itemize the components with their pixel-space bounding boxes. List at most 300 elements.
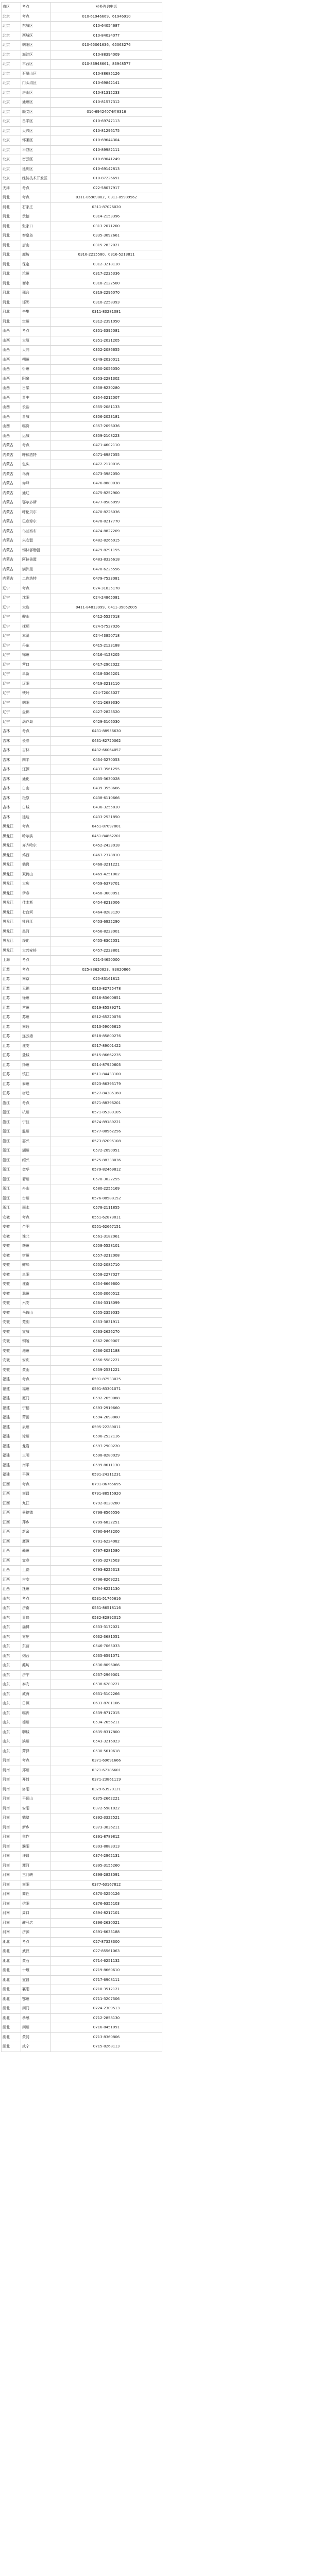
cell-site: 扬州 bbox=[21, 1060, 51, 1070]
cell-phone: 0597-2900220 bbox=[51, 1442, 162, 1451]
cell-phone: 0519-85589271 bbox=[51, 1003, 162, 1013]
cell-site: 西城区 bbox=[21, 31, 51, 41]
header-row bbox=[2, 3, 162, 12]
table-row bbox=[2, 289, 162, 298]
cell-phone: 0593-2919660 bbox=[51, 1403, 162, 1413]
cell-site: 孝感 bbox=[21, 2013, 51, 2023]
table-row bbox=[2, 1318, 162, 1328]
cell-site: 盘锦 bbox=[21, 708, 51, 718]
cell-province: 安徽 bbox=[2, 1356, 21, 1366]
cell-phone: 0471-6987055 bbox=[51, 450, 162, 460]
cell-site: 莆田 bbox=[21, 1413, 51, 1423]
cell-province: 河南 bbox=[2, 1756, 21, 1766]
cell-province: 江苏 bbox=[2, 1013, 21, 1023]
table-row bbox=[2, 374, 162, 384]
cell-province: 辽宁 bbox=[2, 641, 21, 651]
cell-phone: 0392-3322521 bbox=[51, 1814, 162, 1823]
cell-phone: 0791-86765695 bbox=[51, 1480, 162, 1489]
cell-site: 鹤壁 bbox=[21, 1814, 51, 1823]
cell-site: 盐城 bbox=[21, 1051, 51, 1061]
cell-phone: 0566-2021188 bbox=[51, 1346, 162, 1356]
table-row bbox=[2, 384, 162, 394]
cell-site: 吉林 bbox=[21, 746, 51, 756]
cell-province: 江西 bbox=[2, 1480, 21, 1489]
cell-phone: 0558-5528101 bbox=[51, 1242, 162, 1251]
cell-site: 温州 bbox=[21, 1127, 51, 1137]
cell-phone: 0591-87533025 bbox=[51, 1375, 162, 1385]
cell-phone: 0701-6224082 bbox=[51, 1537, 162, 1547]
table-row bbox=[2, 126, 162, 136]
cell-site: 合肥 bbox=[21, 1223, 51, 1232]
cell-province: 浙江 bbox=[2, 1098, 21, 1108]
table-row bbox=[2, 1651, 162, 1661]
table-row bbox=[2, 527, 162, 536]
cell-site: 东城区 bbox=[21, 22, 51, 31]
cell-province: 吉林 bbox=[2, 774, 21, 784]
cell-site: 杭州 bbox=[21, 1108, 51, 1118]
cell-province: 山东 bbox=[2, 1613, 21, 1623]
cell-province: 内蒙古 bbox=[2, 536, 21, 546]
cell-province: 山东 bbox=[2, 1718, 21, 1728]
cell-phone: 0315-2832021 bbox=[51, 241, 162, 250]
table-row bbox=[2, 555, 162, 565]
cell-site: 晋城 bbox=[21, 412, 51, 422]
cell-site: 新乡 bbox=[21, 1823, 51, 1833]
table-row bbox=[2, 641, 162, 651]
table-row bbox=[2, 774, 162, 784]
cell-phone: 0476-8880038 bbox=[51, 479, 162, 489]
cell-province: 湖北 bbox=[2, 1966, 21, 1976]
cell-province: 安徽 bbox=[2, 1280, 21, 1290]
cell-province: 河南 bbox=[2, 1909, 21, 1919]
table-row bbox=[2, 1356, 162, 1366]
cell-province: 黑龙江 bbox=[2, 860, 21, 870]
cell-province: 江苏 bbox=[2, 1051, 21, 1061]
table-row bbox=[2, 1451, 162, 1461]
cell-phone: 0516-83600851 bbox=[51, 994, 162, 1004]
cell-phone: 0377-63167812 bbox=[51, 1880, 162, 1890]
cell-site: 鹰潭 bbox=[21, 1537, 51, 1547]
table-row bbox=[2, 469, 162, 479]
cell-site: 赤峰 bbox=[21, 479, 51, 489]
cell-province: 黑龙江 bbox=[2, 946, 21, 956]
cell-phone: 0415-2123188 bbox=[51, 641, 162, 651]
cell-phone: 0412-5527018 bbox=[51, 613, 162, 622]
table-row bbox=[2, 12, 162, 22]
cell-phone: 027-85561063 bbox=[51, 1947, 162, 1957]
cell-site: 考点 bbox=[21, 956, 51, 965]
cell-site: 常州 bbox=[21, 1003, 51, 1013]
cell-province: 山东 bbox=[2, 1604, 21, 1614]
table-row bbox=[2, 1013, 162, 1023]
cell-province: 内蒙古 bbox=[2, 450, 21, 460]
cell-province: 安徽 bbox=[2, 1213, 21, 1223]
cell-province: 黑龙江 bbox=[2, 841, 21, 851]
cell-site: 菏泽 bbox=[21, 1747, 51, 1756]
cell-province: 安徽 bbox=[2, 1251, 21, 1261]
table-row bbox=[2, 327, 162, 336]
cell-province: 福建 bbox=[2, 1403, 21, 1413]
table-row bbox=[2, 202, 162, 212]
table-row bbox=[2, 1718, 162, 1728]
cell-phone: 022-58077917 bbox=[51, 183, 162, 193]
cell-phone: 0398-2823091 bbox=[51, 1871, 162, 1880]
table-row bbox=[2, 622, 162, 632]
cell-province: 黑龙江 bbox=[2, 908, 21, 918]
cell-site: 平谷区 bbox=[21, 145, 51, 155]
cell-province: 湖北 bbox=[2, 1975, 21, 1985]
cell-site: 考点 bbox=[21, 822, 51, 832]
cell-site: 丰台区 bbox=[21, 60, 51, 70]
table-row bbox=[2, 1384, 162, 1394]
table-row bbox=[2, 565, 162, 574]
cell-province: 河南 bbox=[2, 1833, 21, 1842]
cell-phone: 0518-85800276 bbox=[51, 1032, 162, 1042]
cell-province: 河北 bbox=[2, 241, 21, 250]
cell-province: 山东 bbox=[2, 1699, 21, 1709]
cell-phone: 0579-82469812 bbox=[51, 1165, 162, 1175]
table-row bbox=[2, 937, 162, 946]
cell-province: 江西 bbox=[2, 1575, 21, 1585]
cell-phone: 010-69424074转8316 bbox=[51, 107, 162, 117]
table-row bbox=[2, 1585, 162, 1595]
cell-site: 长治 bbox=[21, 403, 51, 413]
cell-province: 江西 bbox=[2, 1518, 21, 1528]
cell-site: 淮北 bbox=[21, 1232, 51, 1242]
cell-site: 考点 bbox=[21, 1480, 51, 1489]
cell-site: 阜阳 bbox=[21, 1270, 51, 1280]
cell-site: 张家口 bbox=[21, 222, 51, 231]
table-row bbox=[2, 1937, 162, 1947]
cell-province: 辽宁 bbox=[2, 698, 21, 708]
table-row bbox=[2, 1432, 162, 1442]
cell-province: 湖北 bbox=[2, 2023, 21, 2033]
cell-province: 辽宁 bbox=[2, 660, 21, 670]
cell-phone: 0795-3272503 bbox=[51, 1556, 162, 1566]
cell-site: 泰州 bbox=[21, 1079, 51, 1089]
cell-province: 河南 bbox=[2, 1871, 21, 1880]
table-row bbox=[2, 870, 162, 879]
table-row bbox=[2, 1242, 162, 1251]
table-row bbox=[2, 1766, 162, 1775]
cell-phone: 0573-82095108 bbox=[51, 1137, 162, 1146]
cell-province: 河北 bbox=[2, 279, 21, 289]
cell-province: 河南 bbox=[2, 1928, 21, 1938]
cell-phone: 0479-7523081 bbox=[51, 574, 162, 584]
cell-site: 佳木斯 bbox=[21, 899, 51, 908]
cell-province: 黑龙江 bbox=[2, 899, 21, 908]
cell-phone: 0552-2082710 bbox=[51, 1261, 162, 1270]
cell-site: 运城 bbox=[21, 431, 51, 441]
table-row bbox=[2, 584, 162, 594]
cell-phone: 010-69644304 bbox=[51, 136, 162, 146]
cell-site: 台州 bbox=[21, 1194, 51, 1204]
cell-site: 通化 bbox=[21, 774, 51, 784]
cell-phone: 025-83161812 bbox=[51, 975, 162, 985]
cell-phone: 010-84034077 bbox=[51, 31, 162, 41]
cell-site: 朝阳区 bbox=[21, 41, 51, 50]
cell-site: 大庆 bbox=[21, 879, 51, 889]
cell-phone: 0595-22289011 bbox=[51, 1422, 162, 1432]
cell-phone: 0311-83281081 bbox=[51, 308, 162, 317]
cell-site: 经济技术开发区 bbox=[21, 174, 51, 184]
cell-phone: 0471-4602110 bbox=[51, 441, 162, 451]
cell-site: 十堰 bbox=[21, 1966, 51, 1976]
table-row bbox=[2, 488, 162, 498]
table-row bbox=[2, 1814, 162, 1823]
table-row bbox=[2, 851, 162, 860]
cell-phone: 0351-3395081 bbox=[51, 327, 162, 336]
cell-phone: 0355-2081133 bbox=[51, 403, 162, 413]
table-row bbox=[2, 145, 162, 155]
cell-site: 宜春 bbox=[21, 1556, 51, 1566]
cell-site: 大同 bbox=[21, 346, 51, 355]
cell-phone: 0533-3172021 bbox=[51, 1623, 162, 1633]
table-row bbox=[2, 1461, 162, 1470]
cell-phone: 0557-3212008 bbox=[51, 1251, 162, 1261]
cell-province: 山东 bbox=[2, 1594, 21, 1604]
cell-phone: 0311-85989802、0311-85989562 bbox=[51, 193, 162, 203]
cell-phone: 0514-87950603 bbox=[51, 1060, 162, 1070]
table-row bbox=[2, 231, 162, 241]
cell-province: 山东 bbox=[2, 1623, 21, 1633]
cell-site: 黄冈 bbox=[21, 2032, 51, 2042]
table-row bbox=[2, 784, 162, 794]
cell-province: 辽宁 bbox=[2, 679, 21, 689]
cell-site: 平潭 bbox=[21, 1470, 51, 1480]
cell-site: 漳州 bbox=[21, 1432, 51, 1442]
cell-phone: 0314-2153396 bbox=[51, 212, 162, 222]
cell-phone: 0349-2030011 bbox=[51, 355, 162, 365]
cell-province: 安徽 bbox=[2, 1232, 21, 1242]
cell-phone: 0513-59006615 bbox=[51, 1022, 162, 1032]
cell-province: 山东 bbox=[2, 1708, 21, 1718]
table-row bbox=[2, 2042, 162, 2052]
table-row bbox=[2, 1165, 162, 1175]
cell-phone: 0580-2255169 bbox=[51, 1184, 162, 1194]
cell-phone: 0563-2626270 bbox=[51, 1327, 162, 1337]
cell-phone: 0474-8827209 bbox=[51, 527, 162, 536]
cell-province: 安徽 bbox=[2, 1365, 21, 1375]
cell-phone: 0576-88588152 bbox=[51, 1194, 162, 1204]
cell-site: 淮安 bbox=[21, 1041, 51, 1051]
cell-site: 安阳 bbox=[21, 1804, 51, 1814]
cell-site: 铜陵 bbox=[21, 1337, 51, 1347]
table-row bbox=[2, 1566, 162, 1575]
cell-province: 福建 bbox=[2, 1394, 21, 1404]
cell-site: 乌兰察布 bbox=[21, 527, 51, 536]
cell-phone: 0477-8586099 bbox=[51, 498, 162, 508]
table-row bbox=[2, 1547, 162, 1556]
cell-phone: 0538-6280221 bbox=[51, 1680, 162, 1690]
cell-site: 宁波 bbox=[21, 1117, 51, 1127]
cell-site: 武汉 bbox=[21, 1947, 51, 1957]
table-row bbox=[2, 1375, 162, 1385]
cell-site: 绍兴 bbox=[21, 1156, 51, 1165]
cell-phone: 0454-8213006 bbox=[51, 899, 162, 908]
cell-phone: 0596-2532116 bbox=[51, 1432, 162, 1442]
table-row bbox=[2, 31, 162, 41]
cell-site: 鄂尔多斯 bbox=[21, 498, 51, 508]
cell-phone: 0555-2359035 bbox=[51, 1308, 162, 1318]
cell-phone: 0472-2170016 bbox=[51, 460, 162, 470]
cell-province: 河北 bbox=[2, 212, 21, 222]
cell-phone: 0379-63920121 bbox=[51, 1785, 162, 1794]
cell-province: 北京 bbox=[2, 98, 21, 108]
cell-province: 山东 bbox=[2, 1727, 21, 1737]
cell-phone: 0417-2902022 bbox=[51, 660, 162, 670]
table-row bbox=[2, 546, 162, 555]
cell-site: 金华 bbox=[21, 1165, 51, 1175]
table-row bbox=[2, 69, 162, 79]
table-row bbox=[2, 60, 162, 70]
cell-phone: 0479-8291155 bbox=[51, 546, 162, 555]
table-row bbox=[2, 841, 162, 851]
table-row bbox=[2, 670, 162, 680]
cell-phone: 0598-8280029 bbox=[51, 1451, 162, 1461]
cell-site: 蚌埠 bbox=[21, 1261, 51, 1270]
cell-site: 门头沟区 bbox=[21, 79, 51, 89]
table-row bbox=[2, 889, 162, 899]
cell-phone: 010-87226691 bbox=[51, 174, 162, 184]
table-row bbox=[2, 879, 162, 889]
cell-province: 河南 bbox=[2, 1794, 21, 1804]
cell-province: 浙江 bbox=[2, 1184, 21, 1194]
cell-site: 信阳 bbox=[21, 1899, 51, 1909]
table-row bbox=[2, 1833, 162, 1842]
table-row bbox=[2, 1022, 162, 1032]
cell-phone: 0633-8781106 bbox=[51, 1699, 162, 1709]
cell-phone: 0478-8217770 bbox=[51, 517, 162, 527]
cell-phone: 0419-3213110 bbox=[51, 679, 162, 689]
cell-phone: 0395-3155260 bbox=[51, 1861, 162, 1871]
cell-phone: 0559-2531221 bbox=[51, 1365, 162, 1375]
cell-site: 荆州 bbox=[21, 2023, 51, 2033]
cell-phone: 0543-3216023 bbox=[51, 1737, 162, 1747]
table-row bbox=[2, 899, 162, 908]
cell-site: 考点 bbox=[21, 183, 51, 193]
table-row bbox=[2, 1747, 162, 1756]
cell-phone: 0591-24311231 bbox=[51, 1470, 162, 1480]
table-row bbox=[2, 2023, 162, 2033]
cell-site: 密云区 bbox=[21, 155, 51, 165]
cell-province: 河南 bbox=[2, 1861, 21, 1871]
cell-site: 荆门 bbox=[21, 2004, 51, 2014]
cell-province: 黑龙江 bbox=[2, 927, 21, 937]
cell-phone: 0631-5102266 bbox=[51, 1689, 162, 1699]
table-row bbox=[2, 755, 162, 765]
cell-phone: 0537-2969001 bbox=[51, 1670, 162, 1680]
table-row bbox=[2, 1985, 162, 1995]
cell-phone: 0561-3182061 bbox=[51, 1232, 162, 1242]
cell-phone: 0351-2031205 bbox=[51, 336, 162, 346]
cell-phone: 0792-8120280 bbox=[51, 1499, 162, 1509]
table-row bbox=[2, 1689, 162, 1699]
cell-phone: 010-61946669、61946910 bbox=[51, 12, 162, 22]
table-row bbox=[2, 1489, 162, 1499]
cell-province: 北京 bbox=[2, 88, 21, 98]
cell-site: 牡丹江 bbox=[21, 918, 51, 927]
cell-phone: 0431-82720062 bbox=[51, 736, 162, 746]
cell-phone: 0791-88515920 bbox=[51, 1489, 162, 1499]
table-row bbox=[2, 431, 162, 441]
cell-province: 黑龙江 bbox=[2, 918, 21, 927]
cell-phone: 0459-6379701 bbox=[51, 879, 162, 889]
cell-phone: 0396-2630021 bbox=[51, 1918, 162, 1928]
cell-phone: 0358-8230280 bbox=[51, 384, 162, 394]
cell-phone: 0550-3060512 bbox=[51, 1289, 162, 1299]
cell-phone: 0790-6443200 bbox=[51, 1528, 162, 1537]
table-row bbox=[2, 241, 162, 250]
cell-province: 湖北 bbox=[2, 1994, 21, 2004]
cell-phone: 0421-2689330 bbox=[51, 698, 162, 708]
cell-phone: 010-81312233 bbox=[51, 88, 162, 98]
table-row bbox=[2, 1613, 162, 1623]
cell-province: 浙江 bbox=[2, 1117, 21, 1127]
cell-phone: 0599-8611130 bbox=[51, 1461, 162, 1470]
cell-phone: 010-81296175 bbox=[51, 126, 162, 136]
cell-site: 南阳 bbox=[21, 1880, 51, 1890]
cell-province: 江西 bbox=[2, 1499, 21, 1509]
cell-province: 江西 bbox=[2, 1537, 21, 1547]
cell-phone: 0574-89189221 bbox=[51, 1117, 162, 1127]
cell-site: 葫芦岛 bbox=[21, 717, 51, 727]
cell-phone: 010-88394009 bbox=[51, 50, 162, 60]
cell-site: 锡林郭勒盟 bbox=[21, 546, 51, 555]
table-row bbox=[2, 613, 162, 622]
cell-site: 通州区 bbox=[21, 98, 51, 108]
contact-table bbox=[1, 2, 162, 2052]
table-row bbox=[2, 1327, 162, 1337]
cell-site: 衢州 bbox=[21, 1175, 51, 1184]
cell-phone: 0510-82725478 bbox=[51, 984, 162, 994]
table-row bbox=[2, 279, 162, 289]
cell-site: 延庆区 bbox=[21, 164, 51, 174]
table-row bbox=[2, 956, 162, 965]
cell-province: 浙江 bbox=[2, 1194, 21, 1204]
table-row bbox=[2, 908, 162, 918]
table-row bbox=[2, 651, 162, 660]
cell-site: 宣城 bbox=[21, 1327, 51, 1337]
table-row bbox=[2, 1337, 162, 1347]
cell-province: 江苏 bbox=[2, 1003, 21, 1013]
cell-province: 山西 bbox=[2, 412, 21, 422]
cell-phone: 0794-8221130 bbox=[51, 1585, 162, 1595]
cell-province: 吉林 bbox=[2, 746, 21, 756]
cell-phone: 0429-3106030 bbox=[51, 717, 162, 727]
table-row bbox=[2, 1956, 162, 1966]
table-row bbox=[2, 1785, 162, 1794]
cell-phone: 0456-8223001 bbox=[51, 927, 162, 937]
table-row bbox=[2, 1661, 162, 1671]
cell-site: 济源 bbox=[21, 1928, 51, 1938]
cell-site: 延边 bbox=[21, 812, 51, 822]
cell-phone: 0556-5582221 bbox=[51, 1356, 162, 1366]
cell-phone: 024-31035178 bbox=[51, 584, 162, 594]
table-row bbox=[2, 164, 162, 174]
cell-site: 晋中 bbox=[21, 393, 51, 403]
table-row bbox=[2, 1308, 162, 1318]
cell-province: 内蒙古 bbox=[2, 565, 21, 574]
cell-province: 山东 bbox=[2, 1670, 21, 1680]
cell-site: 济南 bbox=[21, 1604, 51, 1614]
cell-site: 马鞍山 bbox=[21, 1308, 51, 1318]
cell-phone: 0546-7065033 bbox=[51, 1642, 162, 1652]
cell-phone: 0715-8268113 bbox=[51, 2042, 162, 2052]
cell-site: 滨州 bbox=[21, 1737, 51, 1747]
cell-province: 黑龙江 bbox=[2, 870, 21, 879]
cell-province: 湖北 bbox=[2, 2042, 21, 2052]
